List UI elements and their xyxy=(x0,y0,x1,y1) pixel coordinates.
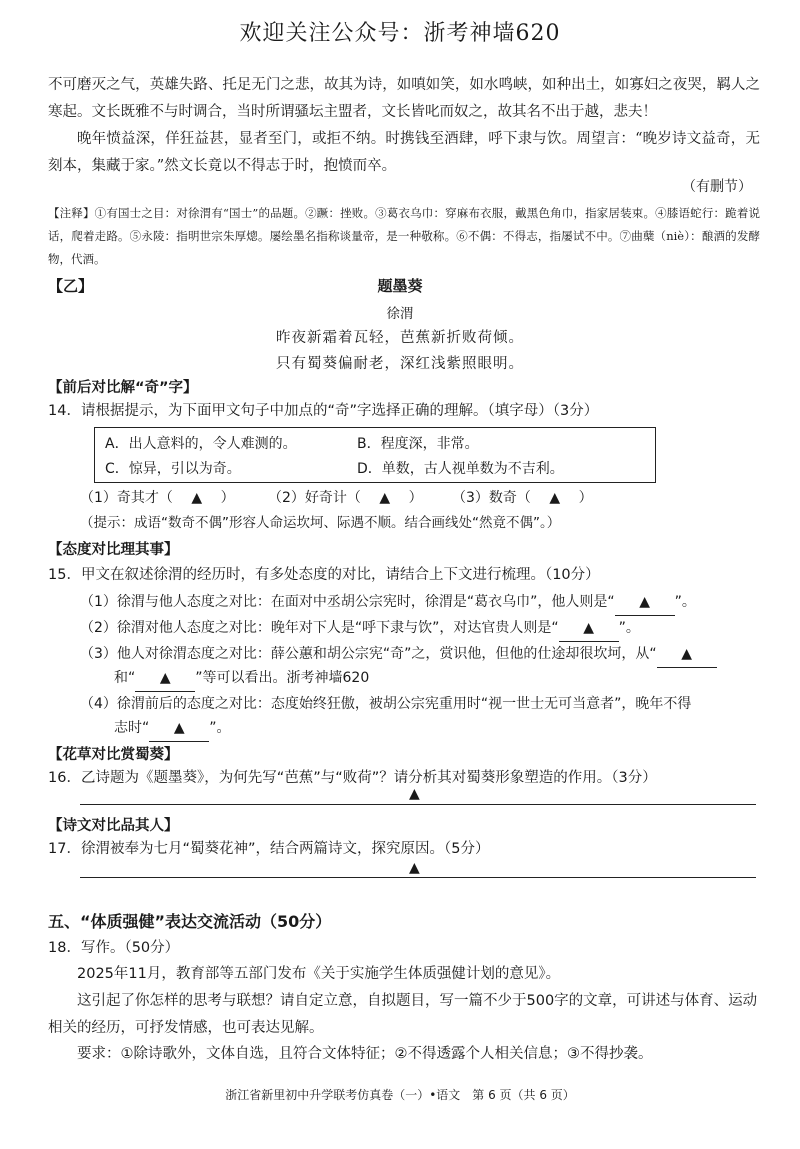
annotation-notes: 【注释】①有国士之目：对徐渭有“国士”的品题。②蹶：挫败。③葛衣乌巾：穿麻布衣服，戴黑色角巾，指家居装束。④膝语蛇行：跪着说话，爬着走路。⑤永陵：指明世宗朱厚熜。屡绘墨名指称谈量帝，是一种敬称。⑥不偶：不得志，指屡试不中。⑦曲蘖（niè）：酿酒的发酵物，代酒。 xyxy=(48,206,760,266)
section-head-qi: 【前后对比解“奇”字】 xyxy=(48,380,198,396)
answer-line-17[interactable] xyxy=(80,877,756,878)
writing-prompt-1: 2025年11月，教育部等五部门发布《关于实施学生体质强健计划的意见》。 xyxy=(77,966,561,982)
q15-sub-3 xyxy=(80,641,717,668)
q15-sub-1 xyxy=(80,589,696,616)
q15-sub-4: （4）徐渭前后的态度之对比：态度始终狂傲，被胡公宗宪重用时“视一世士无可当意者”，晚年不得 xyxy=(80,696,692,712)
q14-item-1 xyxy=(80,485,235,511)
answer-mark[interactable]: ▲ xyxy=(409,860,420,876)
passage-paragraph-1: 不可磨灭之气，英雄失路、托足无门之悲，故其为诗，如嗔如笑，如水鸣峡，如种出土，如寡妇之夜哭，羁人之寒起。文长既雅不与时调合，当时所谓骚坛主盟者，文长皆叱而奴之，故其名不出于越，悲夫！ xyxy=(48,77,760,120)
poem-line-2: 只有蜀葵偏耐老，深红浅紫照眼明。 xyxy=(276,356,524,372)
answer-mark[interactable]: ▲ xyxy=(409,786,420,802)
q15-sub-2 xyxy=(80,615,640,642)
passage-paragraph-2: 晚年愤益深，佯狂益甚，显者至门，或拒不纳。时携钱至酒肆，呼下隶与饮。周望言：“晚岁诗文益奇，无刻本，集藏于家。”然文长竟以不得志于时，抱愤而卒。 xyxy=(48,131,760,174)
q15-sub-3b-text: 和“ xyxy=(114,670,136,686)
answer-mark[interactable]: ▲ xyxy=(379,490,391,506)
q14-item-3-label: （3）数奇（ xyxy=(452,490,531,506)
answer-blank[interactable]: ▲ xyxy=(657,641,717,668)
q14-item-2 xyxy=(268,485,423,511)
option-d: D．单数，古人视单数为不吉利。 xyxy=(357,461,564,477)
writing-requirements: 要求：①除诗歌外，文体自选，且符合文体特征；②不得透露个人相关信息；③不得抄袭。 xyxy=(77,1046,653,1062)
section-head-person: 【诗文对比品其人】 xyxy=(48,818,179,834)
part-five-heading: 五、“体质强健”表达交流活动（50分） xyxy=(48,912,332,931)
q14-item-3-end: ） xyxy=(578,490,593,506)
q14-item-2-label: （2）好奇计（ xyxy=(268,490,361,506)
q14-item-1-end: ） xyxy=(220,490,235,506)
question-17: 17．徐渭被奉为七月“蜀葵花神”，结合两篇诗文，探究原因。（5分） xyxy=(48,841,490,857)
poem-author: 徐渭 xyxy=(386,306,414,322)
writing-prompt-2: 这引起了你怎样的思考与联想？请自定立意，自拟题目，写一篇不少于500字的文章，可讲述与体育、运动相关的经历，可抒发情感，也可表达见解。 xyxy=(48,993,758,1036)
page-footer: 浙江省新里初中升学联考仿真卷（一）•语文 第 6 页（共 6 页） xyxy=(225,1088,575,1102)
options-box xyxy=(94,427,656,483)
section-head-attitude: 【态度对比理其事】 xyxy=(48,542,179,558)
poem-line-1: 昨夜新霜着瓦轻，芭蕉新折败荷倾。 xyxy=(276,330,524,346)
q14-item-1-label: （1）奇其才（ xyxy=(80,490,173,506)
option-a: A．出人意料的，令人难测的。 xyxy=(105,436,297,452)
answer-mark[interactable]: ▲ xyxy=(191,490,203,506)
question-16: 16．乙诗题为《题墨葵》，为何先写“芭蕉”与“败荷”？请分析其对蜀葵形象塑造的作用。（3分） xyxy=(48,770,657,786)
source-note: （有删节） xyxy=(682,179,752,195)
answer-blank[interactable]: ▲ xyxy=(135,665,195,692)
q15-sub-4b-text: 志时“ xyxy=(114,720,150,736)
q15-sub-4-cont xyxy=(114,715,231,742)
question-14: 14．请根据提示，为下面甲文句子中加点的“奇”字选择正确的理解。（填字母）（3分） xyxy=(48,403,599,419)
section-head-flowers: 【花草对比赏蜀葵】 xyxy=(48,747,179,763)
page-header-title: 欢迎关注公众号：浙考神墙620 xyxy=(239,21,561,46)
option-c: C．惊异，引以为奇。 xyxy=(105,461,241,477)
q15-sub-2-text: （2）徐渭对他人态度之对比：晚年对下人是“呼下隶与饮”，对达官贵人则是“ xyxy=(80,620,559,636)
q14-item-2-end: ） xyxy=(408,490,423,506)
q15-sub-3b-end: ”等可以看出。浙考神墙620 xyxy=(195,670,370,686)
q15-sub-3-text: （3）他人对徐渭态度之对比：薛公蕙和胡公宗宪“奇”之，赏识他，但他的仕途却很坎坷，从“ xyxy=(80,646,657,662)
question-18: 18．写作。（50分） xyxy=(48,940,180,956)
q14-hint: （提示：成语“数奇不偶”形容人命运坎坷、际遇不顺。结合画线处“然竟不偶”。） xyxy=(80,515,561,531)
q14-item-3 xyxy=(452,485,593,511)
option-b: B．程度深，非常。 xyxy=(357,436,479,452)
answer-blank[interactable]: ▲ xyxy=(615,589,675,616)
question-15: 15．甲文在叙述徐渭的经历时，有多处态度的对比，请结合上下文进行梳理。（10分） xyxy=(48,567,600,583)
poem-label: 【乙】 xyxy=(48,277,94,295)
q15-sub-1-end: ”。 xyxy=(674,594,696,610)
q15-sub-1-text: （1）徐渭与他人态度之对比：在面对中丞胡公宗宪时，徐渭是“葛衣乌巾”，他人则是“ xyxy=(80,594,615,610)
answer-line-16[interactable] xyxy=(80,804,756,805)
answer-blank[interactable]: ▲ xyxy=(559,615,619,642)
q15-sub-4b-end: ”。 xyxy=(209,720,231,736)
q15-sub-2-end: ”。 xyxy=(618,620,640,636)
q15-sub-3-cont xyxy=(114,665,369,692)
answer-mark[interactable]: ▲ xyxy=(549,490,561,506)
poem-title: 题墨葵 xyxy=(377,277,423,295)
answer-blank[interactable]: ▲ xyxy=(149,715,209,742)
